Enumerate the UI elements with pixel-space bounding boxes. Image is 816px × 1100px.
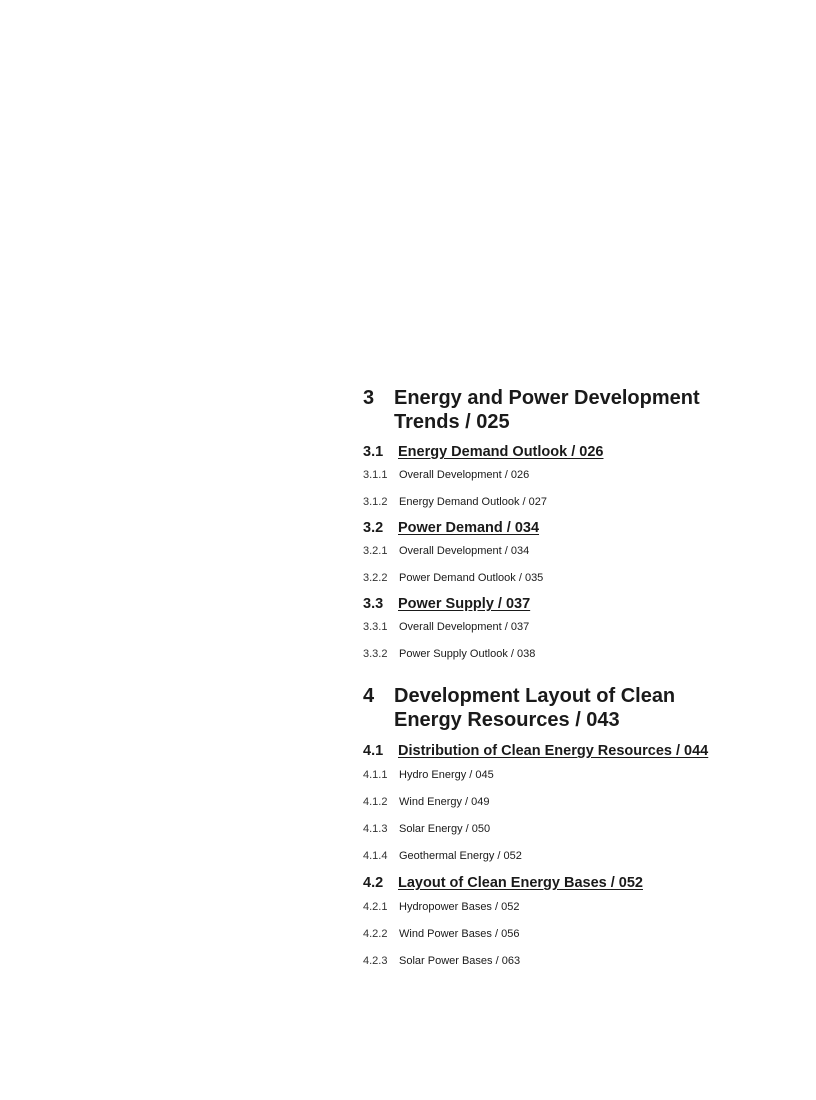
- chapter-title: [394, 386, 724, 434]
- subsection-title: Overall Development / 037: [399, 621, 530, 633]
- subsection-number: 3.1.2: [363, 496, 388, 508]
- section-link[interactable]: [363, 443, 603, 461]
- subsection-entry[interactable]: [363, 544, 793, 558]
- subsection-number: 3.2.1: [363, 545, 388, 557]
- subsection-number: 4.1.1: [363, 769, 388, 781]
- subsection-title: Solar Power Bases / 063: [399, 955, 521, 967]
- subsection-entry[interactable]: [363, 795, 793, 809]
- subsection-title: Hydro Energy / 045: [399, 769, 494, 781]
- subsection-number: 4.2.2: [363, 928, 388, 940]
- subsection-entry[interactable]: [363, 900, 793, 914]
- section-link[interactable]: [363, 874, 643, 892]
- section-number: 3.1: [363, 444, 384, 460]
- section-title: Power Supply / 037: [398, 596, 531, 612]
- section-number: 3.3: [363, 596, 384, 612]
- subsection-title: Overall Development / 026: [399, 469, 530, 481]
- subsection-entry[interactable]: [363, 571, 793, 585]
- subsection-title: Geothermal Energy / 052: [399, 850, 522, 862]
- subsection-title: Overall Development / 034: [399, 545, 530, 557]
- section-title: Power Demand / 034: [398, 520, 540, 536]
- chapter-heading: [363, 684, 793, 732]
- subsection-title: Solar Energy / 050: [399, 823, 491, 835]
- section-title: Energy Demand Outlook / 026: [398, 444, 604, 460]
- section-title: Distribution of Clean Energy Resources / 044: [398, 743, 709, 759]
- section-entry: [363, 874, 793, 892]
- section-link[interactable]: [363, 595, 530, 613]
- section-link[interactable]: [363, 742, 708, 760]
- subsection-entry[interactable]: [363, 768, 793, 782]
- chapter-title-line: Energy Resources / 043: [394, 709, 620, 731]
- section-entry: [363, 443, 793, 461]
- subsection-title: Hydropower Bases / 052: [399, 901, 520, 913]
- subsection-entry[interactable]: [363, 927, 793, 941]
- subsection-entry[interactable]: [363, 849, 793, 863]
- section-link[interactable]: [363, 519, 539, 537]
- subsection-entry[interactable]: [363, 822, 793, 836]
- chapter-heading: [363, 386, 793, 434]
- subsection-title: Power Demand Outlook / 035: [399, 572, 544, 584]
- subsection-entry[interactable]: [363, 495, 793, 509]
- section-entry: [363, 519, 793, 537]
- subsection-number: 4.1.2: [363, 796, 388, 808]
- subsection-title: Energy Demand Outlook / 027: [399, 496, 547, 508]
- section-entry: [363, 742, 793, 760]
- subsection-title: Power Supply Outlook / 038: [399, 648, 536, 660]
- subsection-number: 3.3.2: [363, 648, 388, 660]
- subsection-entry[interactable]: [363, 468, 793, 482]
- table-of-contents: [363, 386, 793, 968]
- subsection-title: Wind Power Bases / 056: [399, 928, 520, 940]
- subsection-number: 4.1.4: [363, 850, 388, 862]
- section-number: 3.2: [363, 520, 384, 536]
- section-entry: [363, 595, 793, 613]
- subsection-entry[interactable]: [363, 647, 793, 661]
- subsection-number: 4.2.1: [363, 901, 388, 913]
- subsection-entry[interactable]: [363, 954, 793, 968]
- chapter-title-line: Trends / 025: [394, 411, 510, 433]
- subsection-number: 4.1.3: [363, 823, 388, 835]
- chapter-title-line: Development Layout of Clean: [394, 685, 676, 707]
- subsection-number: 3.2.2: [363, 572, 388, 584]
- subsection-title: Wind Energy / 049: [399, 796, 490, 808]
- subsection-number: 4.2.3: [363, 955, 388, 967]
- section-number: 4.1: [363, 743, 384, 759]
- chapter-title: [394, 684, 724, 732]
- chapter-number: 4: [363, 685, 375, 707]
- subsection-number: 3.1.1: [363, 469, 388, 481]
- subsection-entry[interactable]: [363, 620, 793, 634]
- section-title: Layout of Clean Energy Bases / 052: [398, 875, 643, 891]
- subsection-number: 3.3.1: [363, 621, 388, 633]
- chapter-title-line: Energy and Power Development: [394, 387, 700, 409]
- chapter-number: 3: [363, 387, 375, 409]
- section-number: 4.2: [363, 875, 384, 891]
